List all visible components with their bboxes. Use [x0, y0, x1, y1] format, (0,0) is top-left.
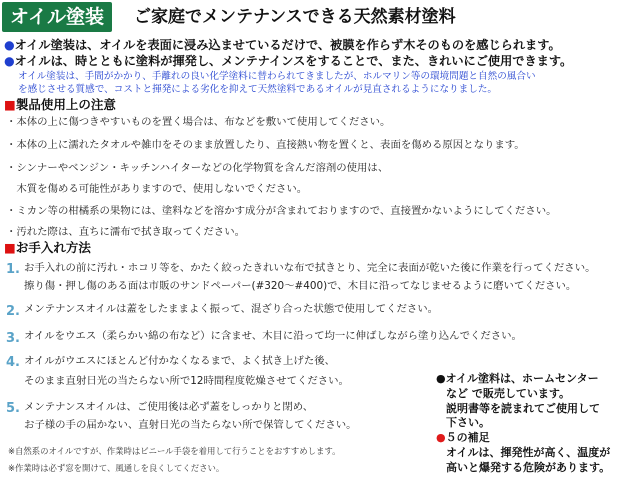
title-badge: オイル塗装 — [2, 2, 112, 32]
bullet-icon: ● — [436, 372, 446, 385]
page-title: ご家庭でメンテナンスできる天然素材塗料 — [134, 7, 456, 27]
caution-item: 木質を傷める可能性がありますので、使用しないでください。 — [6, 183, 308, 195]
intro-text-2: オイルは、時とともに塗料が揮発し、メンテナインスをすることで、また、きれいにご使用できます。 — [14, 54, 573, 68]
bullet-icon: ● — [4, 54, 15, 68]
square-bullet-icon: ■ — [4, 240, 16, 255]
red-bullet-icon: ● — [436, 431, 446, 444]
caution-item: ・シンナーやベンジン・キッチンハイターなどの化学物質を含んだ溶剤の使用は、 — [6, 162, 389, 174]
step-number-4: 4. — [6, 355, 20, 370]
step-4-line-1: オイルがウエスにほとんど付かなくなるまで、よく拭き上げた後、 — [24, 355, 335, 367]
caution-item: ・本体の上に濡れたタオルや雑巾をそのまま放置したり、直接熱い物を置くと、表面を傷める原因となります。 — [6, 139, 525, 151]
caution-item: ・本体の上に傷つきやすいものを置く場合は、布などを敷いて使用してください。 — [6, 116, 391, 128]
sidebar-supplement-title — [436, 431, 490, 445]
sidebar-sales-text: オイル塗料は、ホームセンター — [445, 372, 599, 385]
step-5-line-1: メンテナンスオイルは、ご使用後は必ず蓋をしっかりと閉め、 — [24, 401, 314, 413]
step-number-3: 3. — [6, 331, 20, 346]
sidebar-supplement-line-1: オイルは、揮発性が高く、温度が — [446, 446, 611, 459]
sidebar-sales-line-2: など で販売しています。 — [446, 387, 570, 400]
step-3-line-1: オイルをウエス（柔らかい綿の布など）に含ませ、木目に沿って均一に伸ばしながら塗り込んでください。 — [24, 330, 522, 342]
sidebar-sales-line-3: 説明書等を読まれてご使用して — [446, 402, 600, 415]
intro-text-1: オイル塗装は、オイルを表面に浸み込ませているだけで、被膜を作らず木そのものを感じられます。 — [14, 38, 561, 52]
step-number-5: 5. — [6, 401, 20, 416]
sidebar-supplement-line-2: 高いと爆発する危険があります。 — [446, 461, 611, 474]
step-number-2: 2. — [6, 304, 20, 319]
intro-note-1: オイル塗装は、手間がかかり、手離れの良い化学塗料に替わられてきましたが、ホルマリン等の環境問題と自然の風合い — [18, 71, 536, 82]
step-2-line-1: メンテナンスオイルは蓋をしたままよく振って、混ざり合った状態で使用してください。 — [24, 303, 439, 315]
care-heading-text: お手入れ方法 — [15, 240, 91, 255]
cautions-heading — [4, 97, 116, 113]
intro-line-2 — [4, 54, 572, 69]
sidebar-sales-line-1 — [436, 372, 599, 386]
step-number-1: 1. — [6, 262, 20, 277]
intro-line-1 — [4, 38, 561, 53]
cautions-heading-text: 製品使用上の注意 — [15, 97, 116, 112]
footnote: ※作業時は必ず窓を開けて、風通しを良くしてください。 — [8, 463, 225, 473]
intro-note-2: を感じさせる質感で、コストと揮発による劣化を抑えて天然塗料であるオイルが見直されるようになりました。 — [18, 84, 498, 95]
step-1-line-1: お手入れの前に汚れ・ホコリ等を、かたく絞ったきれいな布で拭きとり、完全に表面が乾いた後に作業を行ってください。 — [24, 262, 596, 274]
caution-item: ・汚れた際は、直ちに濡布で拭き取ってください。 — [6, 226, 245, 238]
step-4-line-2: そのまま直射日光の当たらない所で12時間程度乾燥させてください。 — [24, 375, 349, 387]
care-heading — [4, 240, 91, 256]
sidebar-supplement-heading: ５の補足 — [445, 431, 490, 444]
step-5-line-2: お子様の手の届かない、直射日光の当たらない所で保管してください。 — [24, 419, 357, 431]
caution-item: ・ミカン等の柑橘系の果物には、塗料などを溶かす成分が含まれておりますので、直接置かないようにしてください。 — [6, 205, 557, 217]
bullet-icon: ● — [4, 38, 15, 52]
footnote: ※自然系のオイルですが、作業時はビニール手袋を着用して行うことをおすすめします。 — [8, 446, 341, 456]
square-bullet-icon: ■ — [4, 97, 16, 112]
sidebar-sales-line-4: 下さい。 — [446, 416, 490, 429]
title-bar — [0, 0, 640, 34]
step-1-line-2: 擦り傷・押し傷のある面は市販のサンドペーパー(#320〜#400)で、木目に沿ってなじませるように磨いてください。 — [24, 280, 577, 292]
